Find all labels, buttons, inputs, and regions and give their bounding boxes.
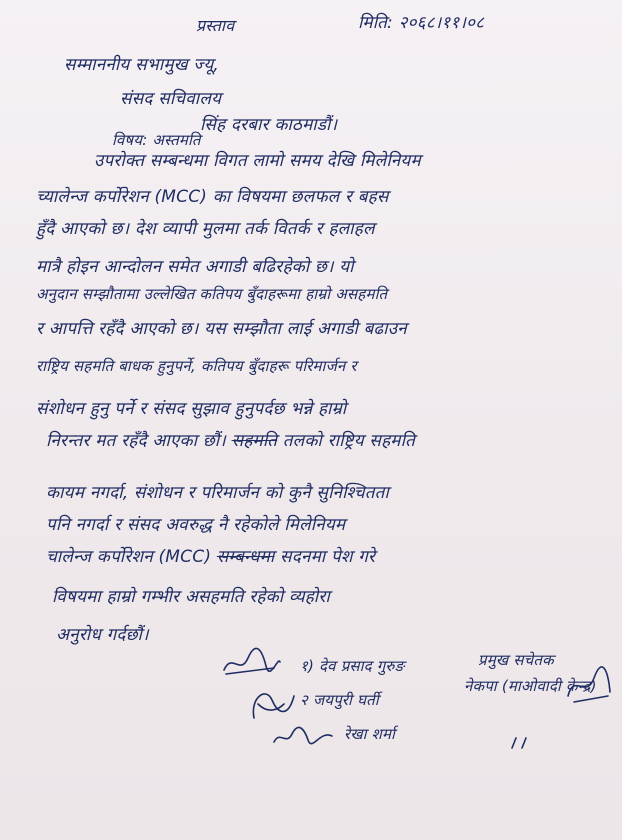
signature-3-icon <box>272 724 334 750</box>
struck-word: सम्बन्धमा <box>216 547 275 567</box>
struck-word: सहमति <box>231 431 278 451</box>
recipient-address: सिंह दरबार काठमाडौं। <box>200 115 338 135</box>
body-text: तलको राष्ट्रिय सहमति <box>282 431 415 451</box>
subject-line: विषय: अस्तमति <box>112 131 201 149</box>
ditto-mark-icon <box>508 732 532 752</box>
body-text: निरन्तर मत रहँदै आएका छौं। <box>46 431 226 451</box>
signature-side-icon <box>564 666 614 706</box>
body-line: र आपत्ति रहँदै आएको छ। यस सम्झौता लाई अगाडी बढाउन <box>36 319 407 339</box>
body-line <box>46 544 375 567</box>
signatory-side-note: प्रमुख सचेतक <box>478 651 554 669</box>
body-line: पनि नगर्दा र संसद अवरुद्ध नै रहेकोले मिलेनियम <box>46 515 346 535</box>
body-line: अनुरोध गर्दछौं। <box>56 625 149 645</box>
body-line: उपरोक्त सम्बन्धमा विगत लामो समय देखि मिलेनियम <box>94 151 421 171</box>
body-line: अनुदान सम्झौतामा उल्लेखित कतिपय बुँदाहरूमा हाम्रो असहमति <box>36 285 388 303</box>
body-text: चालेन्ज कर्पोरेशन (MCC) <box>46 547 212 567</box>
body-line: मात्रै होइन आन्दोलन समेत अगाडी बढिरहेको छ। यो <box>36 257 354 277</box>
body-line: च्यालेन्ज कर्पोरेशन (MCC) का विषयमा छलफल र बहस <box>36 187 389 207</box>
letter-heading: प्रस्ताव <box>196 16 235 35</box>
body-line: विषयमा हाम्रो गम्भीर असहमति रहेको व्यहोरा <box>52 587 330 607</box>
letter-date: मिति: २०६८।११।०८ <box>358 13 485 33</box>
body-text: सदनमा पेश गरे <box>280 547 376 567</box>
salutation: सम्माननीय सभामुख ज्यू, <box>64 55 219 75</box>
signatory-1: १) देव प्रसाद गुरुङ <box>300 657 405 675</box>
signature-1-icon <box>222 648 282 678</box>
signature-2-icon <box>248 684 298 724</box>
body-line <box>46 428 415 451</box>
body-line: राष्ट्रिय सहमति बाधक हुनुपर्ने, कतिपय बुँदाहरू परिमार्जन र <box>36 357 357 375</box>
signatory-2: २ जयपुरी घर्ती <box>300 691 379 709</box>
body-line: संशोधन हुनु पर्ने र संसद सुझाव हुनुपर्दछ भन्ने हाम्रो <box>36 399 347 419</box>
signatory-side-note-2: नेकपा (माओवादी केन्द्र) <box>464 677 597 695</box>
body-line: कायम नगर्दा, संशोधन र परिमार्जन को कुनै सुनिश्चितता <box>46 483 389 503</box>
recipient-office: संसद सचिवालय <box>120 89 222 109</box>
body-line: हुँदै आएको छ। देश व्यापी मुलमा तर्क वितर्क र हलाहल <box>36 219 375 239</box>
signatory-3: रेखा शर्मा <box>344 725 396 743</box>
